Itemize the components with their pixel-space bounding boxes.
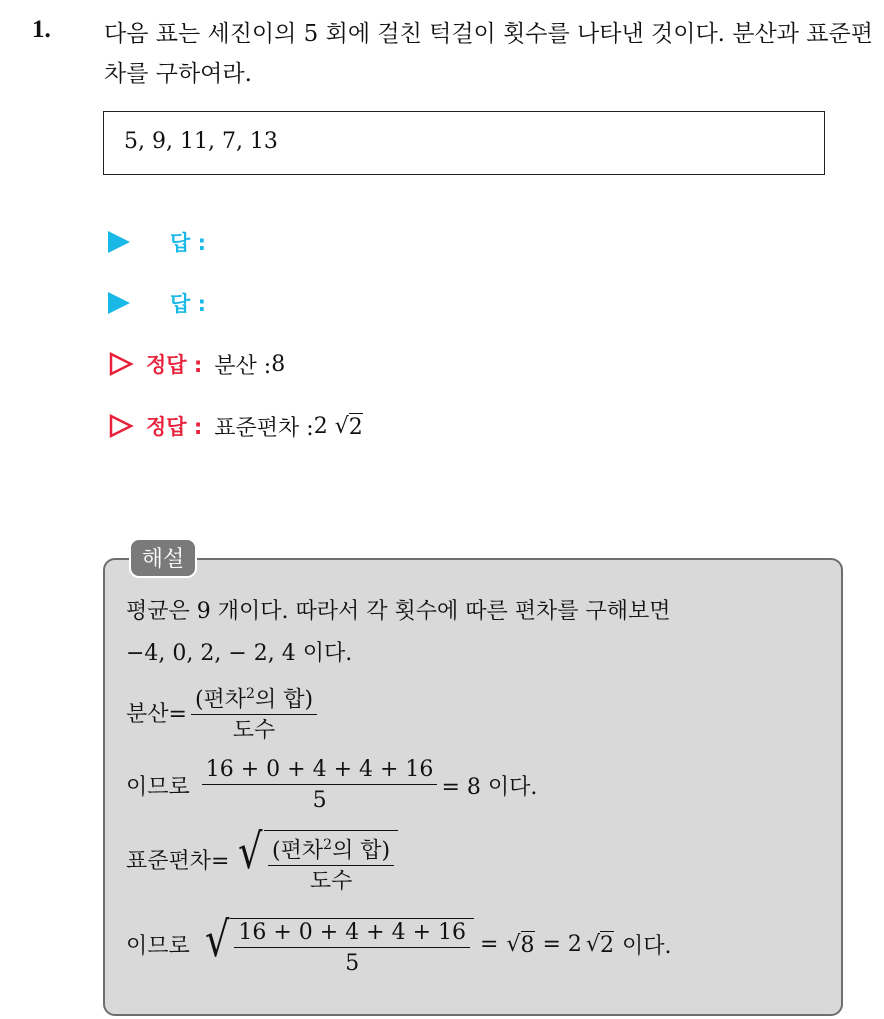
line6-eq: = [480, 931, 499, 957]
frac-den: 도수 [268, 865, 394, 896]
frac-sup: 2 [246, 686, 255, 702]
std-label: 표준편차= [126, 848, 230, 874]
sum-fraction [234, 919, 470, 978]
frac-num-a: (편차 [194, 687, 247, 713]
radical [202, 910, 474, 978]
data-box: 5, 9, 11, 7, 13 [103, 111, 825, 175]
variance-calc [126, 756, 537, 815]
radical [235, 822, 398, 896]
answer-blank-2[interactable] [108, 285, 206, 321]
explanation-line-1: 평균은 9 개이다. 따라서 각 횟수에 따른 편차를 구해보면 [126, 599, 671, 624]
std-formula [126, 822, 398, 896]
correct-radicand: 2 [348, 414, 363, 440]
frac-den: 도수 [191, 714, 317, 745]
play-icon [108, 292, 130, 314]
variance-label: 분산= [126, 702, 187, 728]
answer-label: 답 : [170, 292, 206, 316]
line4-post: = 8 이다. [441, 775, 538, 800]
sum-num: 16 + 0 + 4 + 4 + 16 [238, 920, 467, 945]
sum-num: 16 + 0 + 4 + 4 + 16 [205, 757, 434, 782]
outline-triangle-icon [108, 413, 134, 439]
std-calc [126, 910, 671, 978]
fraction [268, 831, 394, 896]
answer-label: 답 : [170, 231, 206, 255]
frac-num-a: (편차 [272, 838, 324, 864]
root2: 2 [599, 932, 614, 958]
correct-prefix: 분산 : [214, 353, 272, 379]
sqrt-symbol: √ [506, 931, 521, 957]
variance-formula [126, 680, 321, 745]
explanation-line-2: −4, 0, 2, − 2, 4 이다. [126, 641, 353, 666]
correct-coef: 2 [313, 413, 335, 439]
fraction [191, 680, 317, 745]
correct-answer-1 [108, 346, 285, 382]
correct-answer-2 [108, 408, 363, 444]
frac-num-b: 의 합) [254, 687, 314, 713]
outline-triangle-icon [108, 351, 134, 377]
play-icon [108, 231, 130, 253]
frac-num-b: 의 합) [332, 838, 391, 864]
answer-blank-1[interactable] [108, 224, 206, 260]
correct-label: 정답 : [146, 353, 203, 377]
sqrt-symbol: √ [238, 824, 263, 880]
correct-prefix: 표준편차 : [214, 415, 314, 441]
explanation-tab: 해설 [129, 538, 197, 578]
question-number: 1. [32, 16, 51, 43]
question-text: 다음 표는 세진이의 5 회에 걸친 턱걸이 횟수를 나타낸 것이다. 분산과 표준편차를 구하여라. [104, 21, 873, 87]
line4-pre: 이므로 [126, 775, 190, 800]
line6-pre: 이므로 [126, 933, 190, 959]
sum-den: 5 [234, 947, 470, 978]
line6-eq2: = 2 [542, 931, 582, 957]
correct-label: 정답 : [146, 415, 203, 439]
sqrt-symbol: √ [204, 912, 230, 968]
sum-den: 5 [202, 784, 438, 815]
frac-sup: 2 [323, 837, 333, 853]
correct-value: 8 [271, 351, 286, 377]
line6-post: 이다. [621, 933, 672, 959]
sum-fraction [202, 756, 438, 815]
sqrt-symbol: √ [334, 413, 349, 439]
root8: 8 [520, 932, 535, 958]
sqrt-symbol: √ [585, 931, 600, 957]
